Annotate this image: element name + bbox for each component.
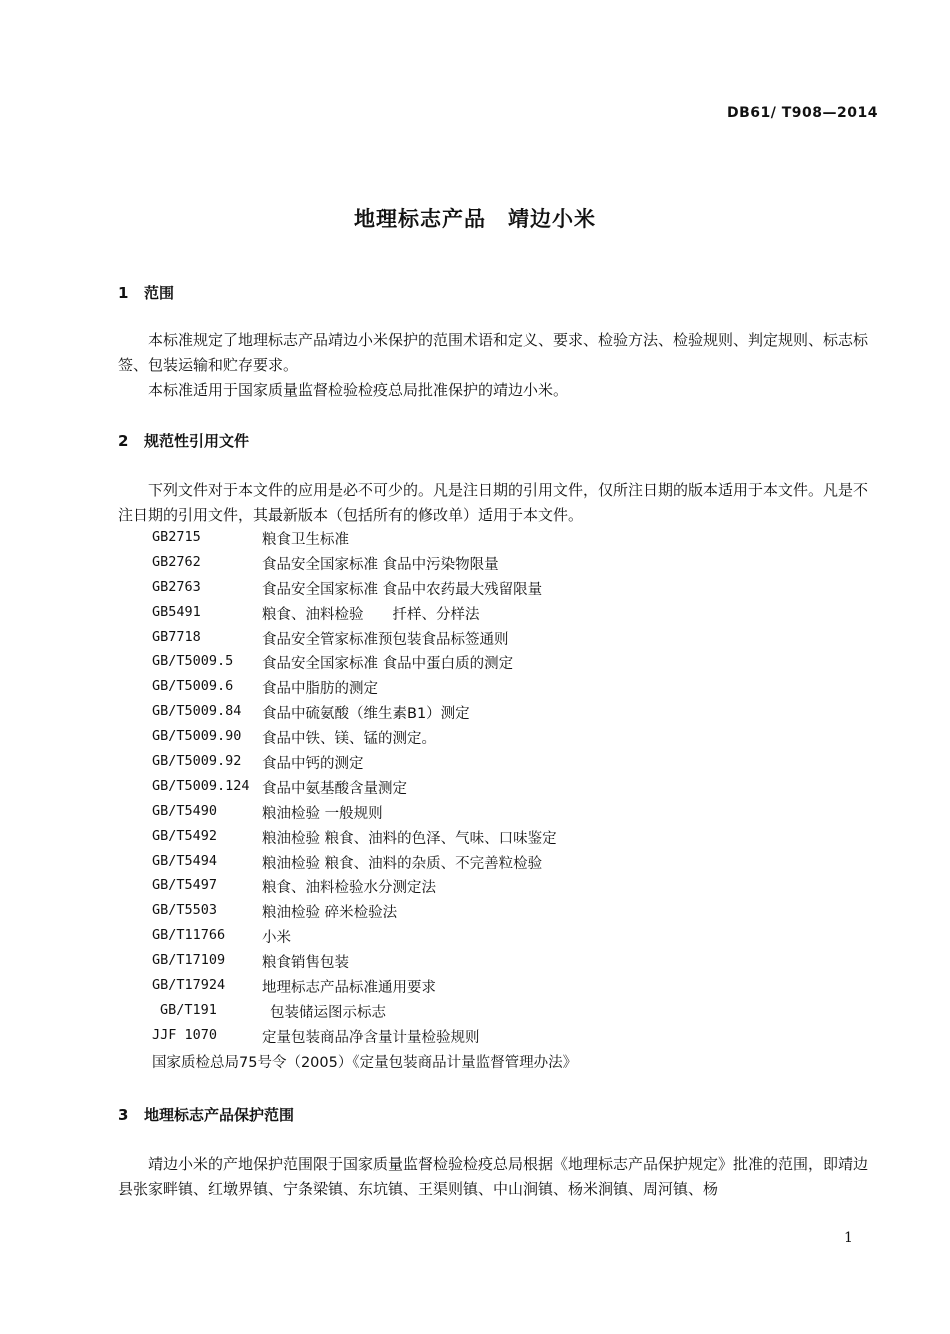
- reference-item: [152, 677, 577, 702]
- section-number: 3: [118, 1106, 129, 1124]
- reference-item: [152, 777, 577, 802]
- reference-title: 食品中铁、镁、锰的测定。: [262, 731, 436, 748]
- reference-item: [152, 901, 577, 926]
- reference-code: GB/T5497: [152, 877, 218, 894]
- reference-item: [152, 1001, 577, 1026]
- reference-code: GB/T5494: [152, 852, 218, 869]
- reference-title: 食品中钙的测定: [262, 756, 364, 773]
- reference-title: 食品中硫氨酸（维生素B1）测定: [262, 706, 470, 723]
- reference-title: 包装储运图示标志: [270, 1004, 386, 1021]
- reference-title: 小米: [262, 930, 291, 947]
- reference-code: GB/T5009.5: [152, 653, 234, 670]
- reference-code: GB5491: [152, 603, 201, 620]
- reference-title: 粮食卫生标准: [262, 532, 349, 548]
- paragraph: 下列文件对于本文件的应用是必不可少的。凡是注日期的引用文件，仅所注日期的版本适用于本文件。凡是不注日期的引用文件，其最新版本（包括所有的修改单）适用于本文件。: [118, 481, 869, 524]
- reference-item: [152, 578, 577, 603]
- page-number: 1: [844, 1230, 853, 1246]
- paragraph: 本标准规定了地理标志产品靖边小米保护的范围术语和定义、要求、检验方法、检验规则、判定规则、标志标签、包装运输和贮存要求。: [118, 331, 869, 374]
- reference-title: 粮油检验 碎米检验法: [262, 905, 398, 922]
- section-2-heading: [118, 430, 249, 451]
- reference-title: 粮油检验 粮食、油料的色泽、气味、口味鉴定: [262, 830, 557, 847]
- reference-item: [152, 702, 577, 727]
- reference-code: GB/T5009.84: [152, 703, 242, 720]
- reference-code: GB/T5009.92: [152, 753, 242, 770]
- section-3-body: [118, 1152, 868, 1202]
- reference-title: 食品安全国家标准 食品中农药最大残留限量: [262, 581, 543, 598]
- reference-title: 食品中脂肪的测定: [262, 681, 378, 698]
- reference-item: [152, 727, 577, 752]
- reference-title: 粮油检验 粮食、油料的杂质、不完善粒检验: [262, 855, 543, 872]
- reference-code: GB2715: [152, 529, 201, 545]
- reference-code: GB/T5009.6: [152, 678, 234, 695]
- reference-code: GB/T5009.124: [152, 777, 250, 794]
- reference-code: GB/T17109: [152, 952, 226, 969]
- reference-title: 粮食销售包装: [262, 955, 349, 972]
- reference-title: 粮食、油料检验水分测定法: [262, 880, 436, 897]
- reference-code: JJF 1070: [152, 1026, 218, 1043]
- reference-code: GB/T5492: [152, 827, 218, 844]
- document-title: 地理标志产品 靖边小米: [354, 207, 596, 231]
- reference-code: GB/T11766: [152, 927, 226, 944]
- paragraph: 本标准适用于国家质量监督检验检疫总局批准保护的靖边小米。: [148, 381, 569, 399]
- section-title: 规范性引用文件: [144, 432, 250, 450]
- reference-title: 粮食、油料检验 扦样、分样法: [262, 606, 480, 623]
- section-1-heading: [118, 282, 174, 303]
- paragraph: 靖边小米的产地保护范围限于国家质量监督检验检疫总局根据《地理标志产品保护规定》批准的范围，即靖边县张家畔镇、红墩界镇、宁条梁镇、东坑镇、王渠则镇、中山涧镇、杨米涧镇、周河镇、杨: [118, 1155, 868, 1198]
- reference-item: [152, 876, 577, 901]
- reference-title: 食品安全管家标准预包装食品标签通则: [262, 631, 509, 648]
- section-title: 地理标志产品保护范围: [144, 1106, 295, 1124]
- reference-code: GB/T5503: [152, 902, 218, 919]
- reference-list: [152, 528, 577, 1076]
- reference-item: [152, 652, 577, 677]
- reference-item: [152, 752, 577, 777]
- section-number: 1: [118, 284, 129, 302]
- reference-title: 地理标志产品标准通用要求: [262, 980, 436, 997]
- reference-title: 食品安全国家标准 食品中污染物限量: [262, 556, 499, 573]
- reference-item: [152, 603, 577, 628]
- section-title: 范围: [144, 284, 175, 302]
- reference-code: GB2763: [152, 578, 201, 595]
- reference-code: GB/T191: [160, 1001, 217, 1018]
- reference-title: 粮油检验 一般规则: [262, 805, 383, 822]
- reference-item: [152, 1026, 577, 1051]
- section-2-body: [118, 478, 868, 528]
- reference-code: GB/T17924: [152, 977, 226, 994]
- reference-item: [152, 926, 577, 951]
- reference-code: GB/T5009.90: [152, 728, 242, 745]
- reference-item: [152, 827, 577, 852]
- reference-title: 定量包装商品净含量计量检验规则: [262, 1029, 480, 1046]
- reference-title: 食品安全国家标准 食品中蛋白质的测定: [262, 656, 514, 673]
- reference-item: [152, 976, 577, 1001]
- reference-item: [152, 628, 577, 653]
- reference-item: [152, 852, 577, 877]
- reference-item-extra: [152, 1051, 577, 1076]
- reference-title: 食品中氨基酸含量测定: [262, 780, 407, 797]
- section-1-body: [118, 328, 868, 403]
- reference-item: [152, 951, 577, 976]
- reference-item: [152, 802, 577, 827]
- section-3-heading: [118, 1104, 294, 1125]
- reference-code: GB/T5490: [152, 802, 218, 819]
- standard-code: DB61/ T908—2014: [727, 105, 878, 121]
- reference-code: GB7718: [152, 628, 201, 645]
- reference-item: [152, 528, 577, 553]
- reference-code: GB2762: [152, 553, 201, 570]
- section-number: 2: [118, 432, 129, 450]
- reference-regulation: 国家质检总局75号令（2005）《定量包装商品计量监督管理办法》: [152, 1054, 578, 1071]
- reference-item: [152, 553, 577, 578]
